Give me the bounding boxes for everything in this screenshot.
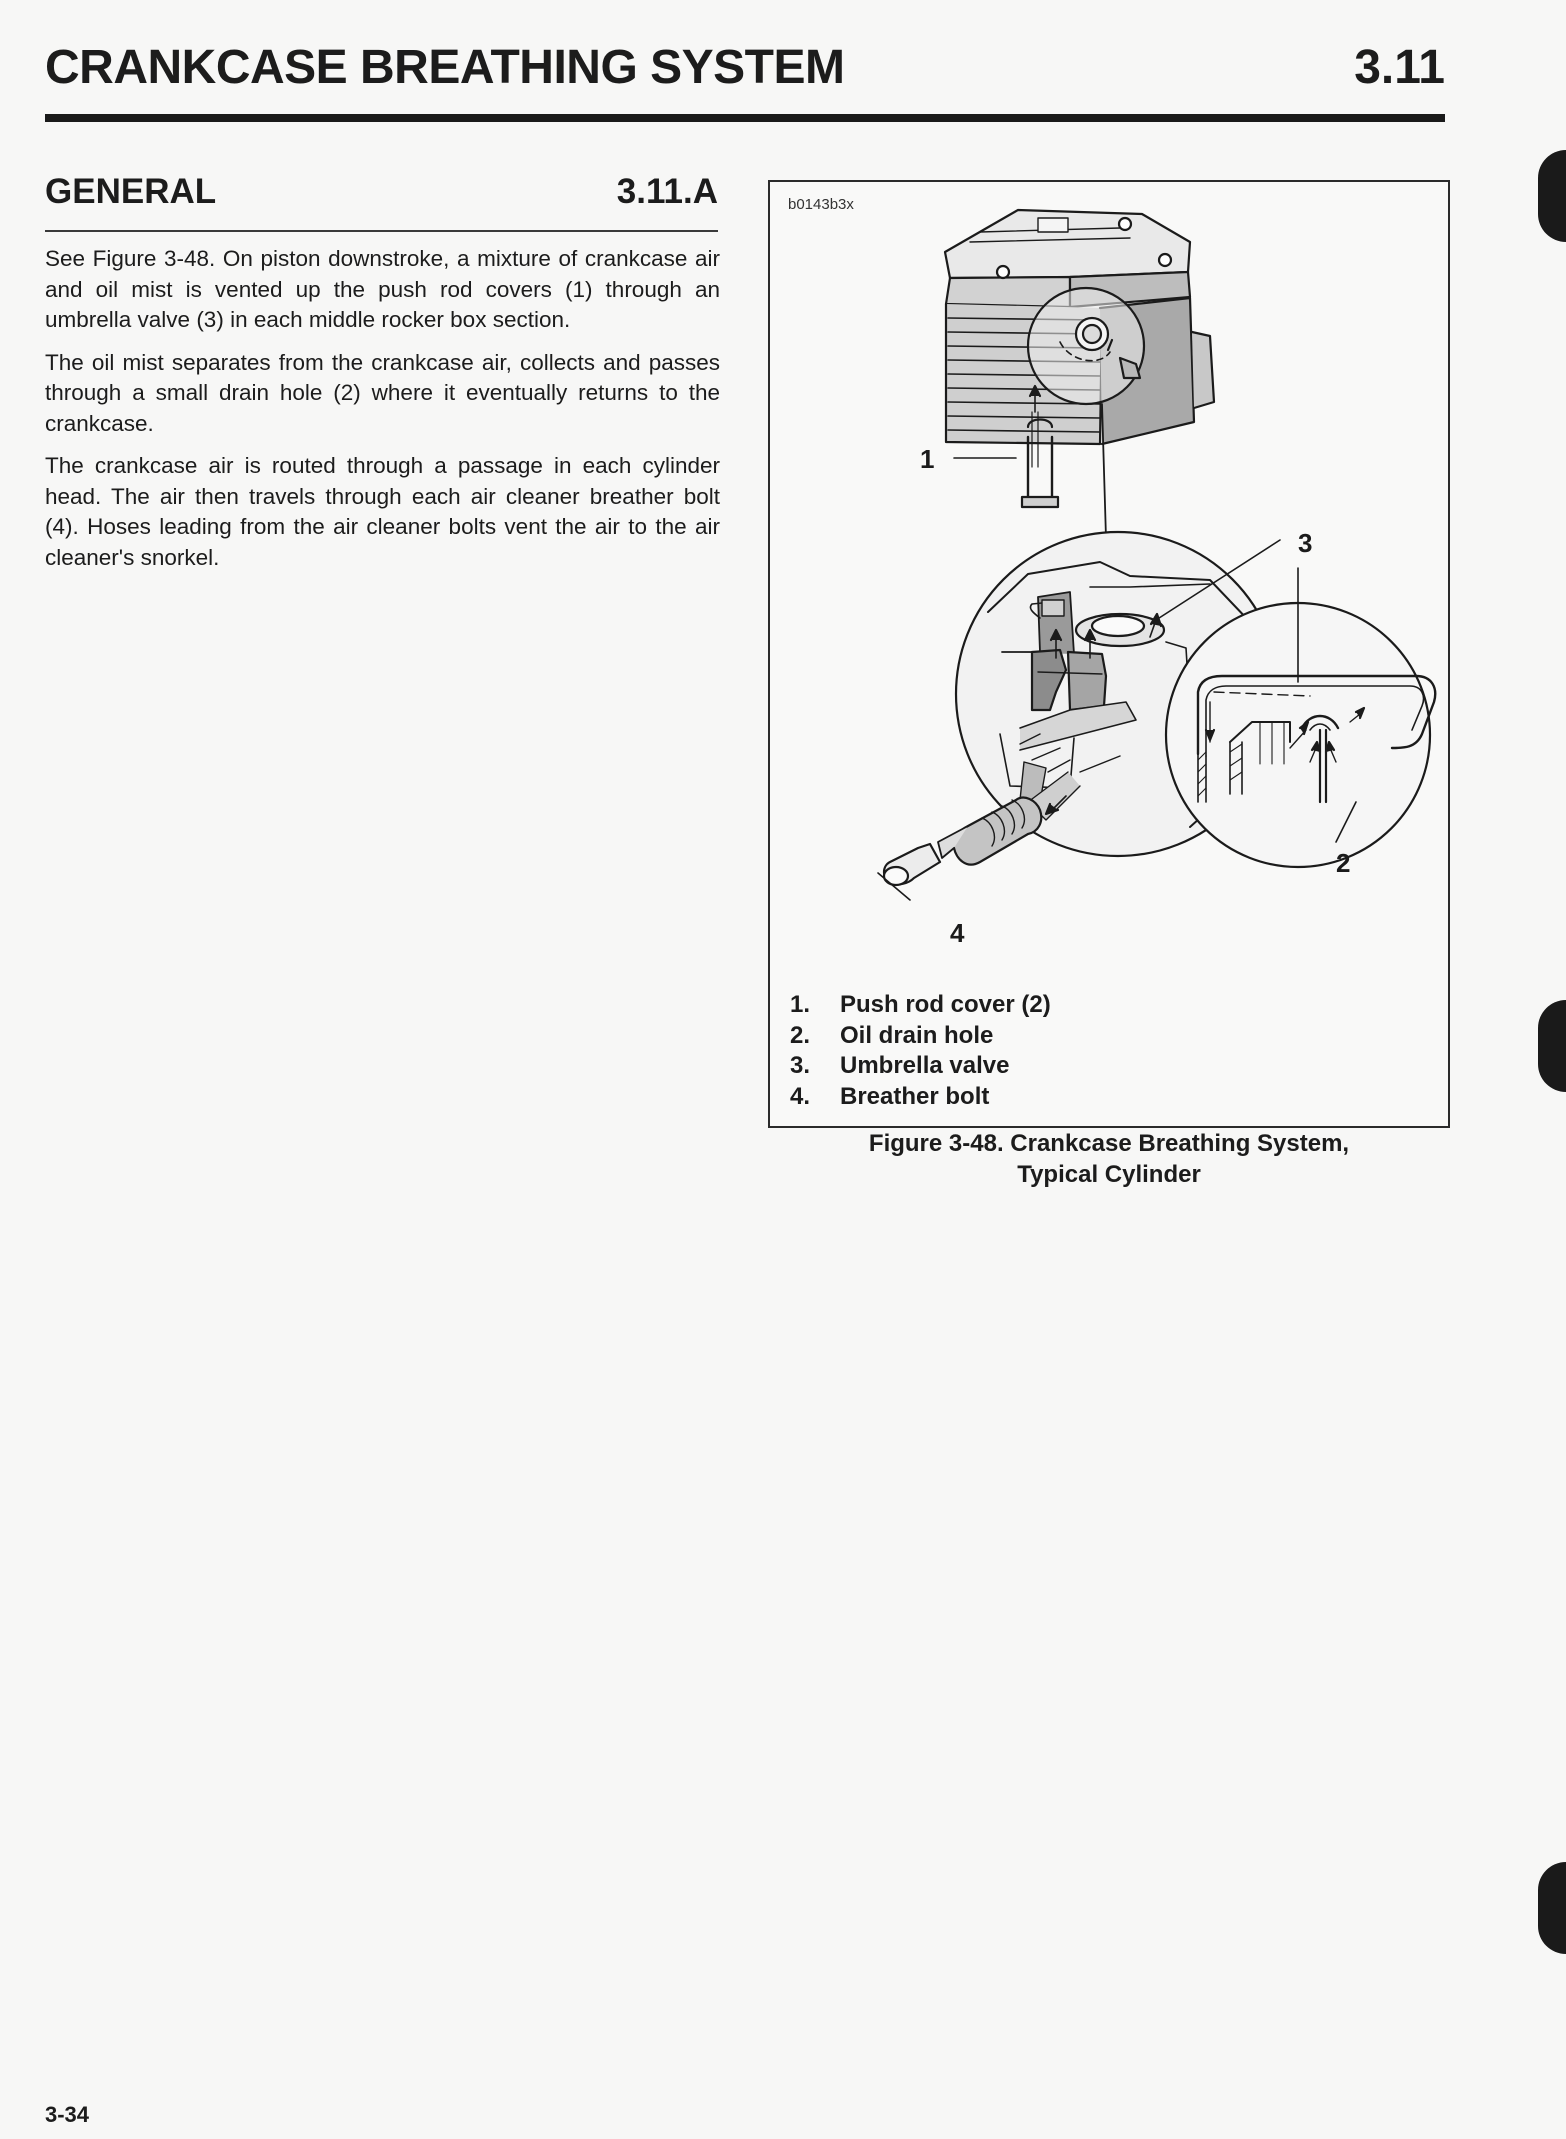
- crankcase-breathing-diagram: [770, 182, 1448, 982]
- legend-number: 2.: [790, 1021, 811, 1049]
- page-number: 3-34: [45, 2102, 90, 2127]
- legend-item: [790, 1021, 1051, 1052]
- binder-tab-mark: [1538, 150, 1566, 242]
- callout-3: 3: [1298, 528, 1313, 558]
- legend-label: Umbrella valve: [840, 1052, 1010, 1079]
- chapter-title: CRANKCASE BREATHING SYSTEM: [45, 41, 845, 94]
- legend-number: 3.: [790, 1052, 811, 1079]
- legend-label: Breather bolt: [840, 1082, 990, 1110]
- figure-frame: [768, 180, 1450, 1128]
- paragraph: The crankcase air is routed through a passage in each cylinder head. The air then travels through each air cleaner breather bolt (4). Hoses leading from the air cleaner bolts vent the air to the air cleaner's snorkel.: [45, 453, 720, 570]
- figure-caption: [768, 1128, 1450, 1190]
- figure-legend: [790, 990, 1051, 1112]
- legend-item: [790, 990, 1051, 1021]
- section-title: GENERAL: [45, 172, 217, 211]
- paragraph: The oil mist separates from the crankcase air, collects and passes through a small drain hole (2) where it eventually returns to the crankcase.: [45, 349, 720, 436]
- figure-image-id: b0143b3x: [788, 196, 854, 213]
- chapter-rule: [45, 114, 1445, 122]
- binder-tab-mark: [1538, 1000, 1566, 1092]
- legend-number: 4.: [790, 1082, 811, 1110]
- callout-1: 1: [920, 444, 935, 474]
- binder-tab-mark: [1538, 1862, 1566, 1954]
- legend-number: 1.: [790, 991, 811, 1018]
- legend-label: Push rod cover (2): [840, 991, 1051, 1018]
- callout-4: 4: [950, 918, 965, 948]
- legend-item: [790, 1051, 1051, 1082]
- chapter-number: 3.11: [1354, 41, 1445, 94]
- callout-2: 2: [1336, 848, 1351, 878]
- body-text: [45, 244, 720, 585]
- paragraph: See Figure 3-48. On piston downstroke, a mixture of crankcase air and oil mist is vented up the push rod covers (1) through an umbrella valve (3) in each middle rocker box section.: [45, 246, 720, 332]
- figure-caption-line: Typical Cylinder: [1017, 1161, 1201, 1188]
- section-heading: [45, 168, 718, 232]
- legend-label: Oil drain hole: [840, 1021, 994, 1049]
- legend-item: [790, 1082, 1051, 1113]
- section-number: 3.11.A: [616, 172, 718, 211]
- figure-caption-line: Figure 3-48. Crankcase Breathing System,: [868, 1130, 1350, 1157]
